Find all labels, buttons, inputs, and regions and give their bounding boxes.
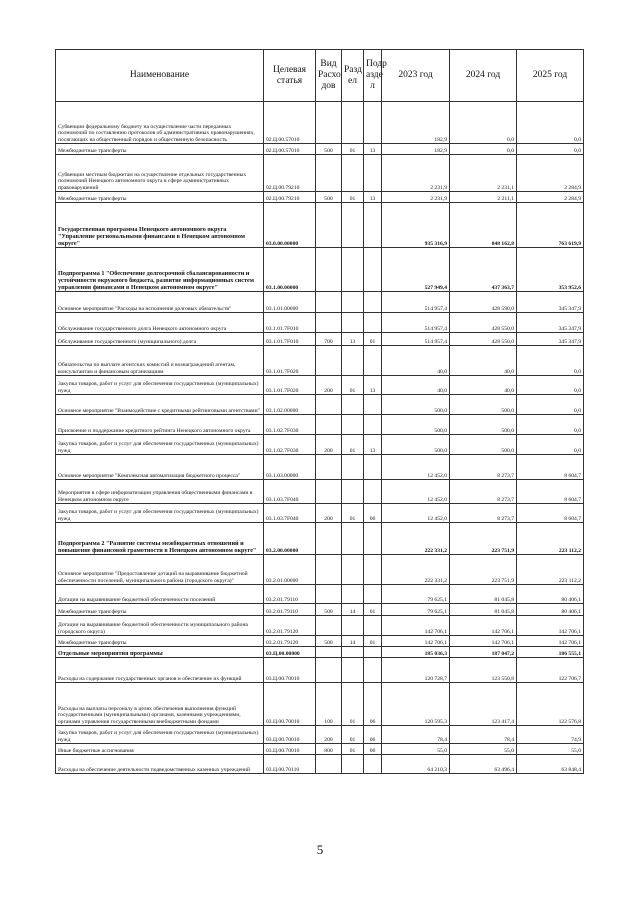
cell-target-code: 03.2.01.79120 <box>264 636 316 647</box>
cell-section: 01 <box>342 192 364 203</box>
cell-target-code: 03.Ц.00.70110 <box>264 755 316 774</box>
cell-exp-type <box>316 585 342 604</box>
cell-2023: 12 452,0 <box>382 504 450 523</box>
cell-2025: 223 112,2 <box>517 555 584 585</box>
cell-name: Обслуживание государственного долга Ненецкого автономного округа <box>56 313 264 333</box>
cell-subsection: 13 <box>364 435 382 455</box>
cell-target-code: 03.1.00.00000 <box>264 248 316 292</box>
cell-2023: 55,0 <box>382 744 450 755</box>
cell-2025: 63 848,4 <box>517 755 584 774</box>
cell-2023: 514 957,4 <box>382 313 450 333</box>
cell-exp-type: 500 <box>316 604 342 616</box>
cell-target-code: 03.2.01.79110 <box>264 604 316 616</box>
table-row <box>56 555 584 585</box>
cell-subsection <box>364 616 382 636</box>
cell-section <box>342 102 364 144</box>
cell-section <box>342 415 364 435</box>
cell-target-code: 03.Ц.00.70010 <box>264 658 316 683</box>
cell-2025: 8 604,7 <box>517 504 584 523</box>
cell-subsection <box>364 647 382 658</box>
cell-target-code: 03.1.02.7F030 <box>264 435 316 455</box>
cell-2025: 2 284,9 <box>517 192 584 203</box>
cell-2025: 80 406,1 <box>517 585 584 604</box>
cell-target-code: 03.2.01.79110 <box>264 585 316 604</box>
cell-2024: 0,0 <box>450 102 517 144</box>
cell-2025: 345 347,9 <box>517 313 584 333</box>
cell-2024: 81 045,8 <box>450 585 517 604</box>
cell-exp-type <box>316 480 342 504</box>
cell-2023: 182,9 <box>382 102 450 144</box>
cell-2024: 848 162,8 <box>450 203 517 248</box>
cell-2025: 142 706,1 <box>517 616 584 636</box>
cell-2025: 8 604,7 <box>517 455 584 480</box>
table-header-row <box>56 50 584 102</box>
cell-name: Подпрограмма 2 "Развитие системы межбюджетных отношений и повышение финансовой грамотности в Ненецком автономном округе" <box>56 523 264 555</box>
cell-target-code: 03.0.00.00000 <box>264 203 316 248</box>
cell-section <box>342 658 364 683</box>
cell-exp-type: 500 <box>316 636 342 647</box>
table-row <box>56 455 584 480</box>
cell-2023: 935 316,9 <box>382 203 450 248</box>
cell-name: Отдельные мероприятия программы <box>56 647 264 658</box>
cell-section: 01 <box>342 376 364 395</box>
cell-2025: 8 604,7 <box>517 480 584 504</box>
cell-name: Дотации на выравнивание бюджетной обеспеченности поселений <box>56 585 264 604</box>
table-row <box>56 658 584 683</box>
cell-target-code: 03.1.03.7F040 <box>264 480 316 504</box>
table-row <box>56 755 584 774</box>
cell-2023: 514 957,4 <box>382 333 450 346</box>
cell-section <box>342 585 364 604</box>
cell-section <box>342 523 364 555</box>
cell-2025: 142 706,1 <box>517 636 584 647</box>
cell-subsection <box>364 395 382 415</box>
table-row <box>56 585 584 604</box>
cell-target-code: 02.Ц.00.57010 <box>264 144 316 155</box>
cell-2025: 55,0 <box>517 744 584 755</box>
cell-2024: 428 550,0 <box>450 333 517 346</box>
cell-name: Межбюджетные трансферты <box>56 192 264 203</box>
header-name: Наименование <box>56 50 264 102</box>
cell-2024: 187 047,2 <box>450 647 517 658</box>
cell-target-code: 03.1.02.7F030 <box>264 415 316 435</box>
table-row <box>56 683 584 726</box>
cell-name: Закупка товаров, работ и услуг для обеспечения государственных (муниципальных) нужд <box>56 504 264 523</box>
cell-subsection <box>364 203 382 248</box>
cell-name: Расходы на содержание государственных органов и обеспечение их функций <box>56 658 264 683</box>
table-row <box>56 102 584 144</box>
table-row <box>56 616 584 636</box>
cell-exp-type <box>316 203 342 248</box>
table-body <box>56 102 584 774</box>
cell-name: Основное мероприятие "Расходы на исполнение долговых обязательств" <box>56 292 264 313</box>
cell-2024: 8 273,7 <box>450 504 517 523</box>
cell-2024: 428 590,0 <box>450 292 517 313</box>
table-row <box>56 203 584 248</box>
cell-name: Закупка товаров, работ и услуг для обеспечения государственных (муниципальных) нужд <box>56 726 264 744</box>
cell-subsection <box>364 346 382 376</box>
cell-2023: 2 231,9 <box>382 155 450 192</box>
cell-2024: 500,0 <box>450 395 517 415</box>
cell-subsection: 13 <box>364 192 382 203</box>
cell-subsection <box>364 555 382 585</box>
cell-section <box>342 647 364 658</box>
cell-target-code: 03.1.01.7F020 <box>264 376 316 395</box>
cell-target-code: 03.1.03.7F040 <box>264 504 316 523</box>
cell-2023: 182,9 <box>382 144 450 155</box>
cell-section <box>342 480 364 504</box>
cell-name: Расходы на обеспечение деятельности подведомственных казенных учреждений <box>56 755 264 774</box>
cell-exp-type: 700 <box>316 333 342 346</box>
cell-name: Субвенции местным бюджетам на осуществление отдельных государственных полномочий Ненецкого автономного округа в сфере административных правонарушений <box>56 155 264 192</box>
cell-2023: 78,4 <box>382 726 450 744</box>
cell-2023: 185 036,3 <box>382 647 450 658</box>
cell-subsection: 13 <box>364 144 382 155</box>
cell-2024: 40,0 <box>450 376 517 395</box>
cell-2025: 0,0 <box>517 415 584 435</box>
cell-subsection: 06 <box>364 504 382 523</box>
header-2025: 2025 год <box>517 50 584 102</box>
cell-section <box>342 616 364 636</box>
cell-2024: 428 550,0 <box>450 313 517 333</box>
cell-name: Межбюджетные трансферты <box>56 636 264 647</box>
cell-name: Межбюджетные трансферты <box>56 144 264 155</box>
table-row <box>56 415 584 435</box>
table-row <box>56 636 584 647</box>
cell-section <box>342 395 364 415</box>
cell-exp-type <box>316 755 342 774</box>
cell-2025: 0,0 <box>517 144 584 155</box>
cell-2023: 120 595,3 <box>382 683 450 726</box>
table-row <box>56 144 584 155</box>
cell-2023: 12 452,0 <box>382 455 450 480</box>
cell-2024: 8 273,7 <box>450 480 517 504</box>
page-number: 5 <box>316 842 324 857</box>
cell-2023: 142 706,1 <box>382 636 450 647</box>
cell-2023: 64 210,3 <box>382 755 450 774</box>
cell-2024: 142 706,1 <box>450 616 517 636</box>
table-row <box>56 647 584 658</box>
cell-target-code: 02.Ц.00.79210 <box>264 155 316 192</box>
cell-section: 01 <box>342 504 364 523</box>
cell-exp-type <box>316 555 342 585</box>
cell-section <box>342 555 364 585</box>
cell-target-code: 03.Ц.00.00000 <box>264 647 316 658</box>
cell-section <box>342 755 364 774</box>
cell-name: Присвоение и поддержание кредитного рейтинга Ненецкого автономного округа <box>56 415 264 435</box>
cell-2023: 12 452,0 <box>382 480 450 504</box>
cell-subsection <box>364 415 382 435</box>
cell-name: Основное мероприятие "Взаимодействие с кредитными рейтинговыми агентствами" <box>56 395 264 415</box>
cell-2023: 514 957,4 <box>382 292 450 313</box>
cell-subsection: 06 <box>364 744 382 755</box>
table-row <box>56 480 584 504</box>
cell-2025: 186 555,1 <box>517 647 584 658</box>
cell-subsection <box>364 523 382 555</box>
cell-2024: 223 751,9 <box>450 555 517 585</box>
cell-2025: 0,0 <box>517 102 584 144</box>
table-row <box>56 192 584 203</box>
cell-subsection <box>364 102 382 144</box>
header-target: Целевая статья <box>264 50 316 102</box>
table-row <box>56 744 584 755</box>
cell-2024: 142 706,1 <box>450 636 517 647</box>
cell-section <box>342 455 364 480</box>
cell-name: Расходы на выплаты персоналу в целях обеспечения выполнения функций государственными (муниципальными) органами, казенными учреждениями, органами управления государственными внебюджетными фондами <box>56 683 264 726</box>
cell-target-code: 03.1.01.7F020 <box>264 346 316 376</box>
cell-subsection <box>364 585 382 604</box>
cell-2023: 79 625,1 <box>382 585 450 604</box>
cell-exp-type: 200 <box>316 726 342 744</box>
cell-exp-type <box>316 647 342 658</box>
cell-2023: 527 949,4 <box>382 248 450 292</box>
cell-subsection <box>364 480 382 504</box>
cell-name: Мероприятия в сфере информатизации управления общественными финансами в Ненецком автономном округе <box>56 480 264 504</box>
table-row <box>56 155 584 192</box>
cell-subsection <box>364 313 382 333</box>
cell-section: 14 <box>342 636 364 647</box>
cell-2024: 63 496,4 <box>450 755 517 774</box>
cell-exp-type <box>316 523 342 555</box>
cell-exp-type <box>316 155 342 192</box>
cell-name: Субвенции федеральному бюджету на осуществление части переданных полномочий по составлению протоколов об административных правонарушениях, посягающих на общественный порядок и общественную безопасность <box>56 102 264 144</box>
table-row <box>56 395 584 415</box>
cell-2023: 2 231,9 <box>382 192 450 203</box>
cell-subsection: 13 <box>364 376 382 395</box>
table-row <box>56 504 584 523</box>
cell-2024: 123 550,8 <box>450 658 517 683</box>
cell-subsection <box>364 155 382 192</box>
cell-exp-type: 200 <box>316 504 342 523</box>
header-subsection: Подр азде л <box>364 50 382 102</box>
cell-exp-type: 200 <box>316 376 342 395</box>
cell-2024: 2 211,1 <box>450 192 517 203</box>
cell-2024: 78,4 <box>450 726 517 744</box>
cell-exp-type <box>316 313 342 333</box>
cell-section: 01 <box>342 144 364 155</box>
cell-2024: 123 417,4 <box>450 683 517 726</box>
cell-2024: 55,0 <box>450 744 517 755</box>
header-2024: 2024 год <box>450 50 517 102</box>
cell-section <box>342 292 364 313</box>
cell-2025: 345 347,9 <box>517 292 584 313</box>
cell-section: 13 <box>342 333 364 346</box>
cell-name: Закупка товаров, работ и услуг для обеспечения государственных (муниципальных) нужд <box>56 435 264 455</box>
cell-2024: 223 751,9 <box>450 523 517 555</box>
cell-2023: 500,0 <box>382 395 450 415</box>
cell-section: 14 <box>342 604 364 616</box>
cell-2025: 0,0 <box>517 435 584 455</box>
cell-2025: 0,0 <box>517 395 584 415</box>
table-row <box>56 333 584 346</box>
table-row <box>56 376 584 395</box>
cell-section <box>342 313 364 333</box>
cell-subsection <box>364 455 382 480</box>
cell-target-code: 03.1.03.00000 <box>264 455 316 480</box>
cell-name: Государственная программа Ненецкого автономного округа "Управление региональными финансами в Ненецком автономном округе" <box>56 203 264 248</box>
cell-2023: 500,0 <box>382 435 450 455</box>
cell-subsection: 01 <box>364 333 382 346</box>
cell-2024: 0,0 <box>450 144 517 155</box>
cell-name: Иные бюджетные ассигнования <box>56 744 264 755</box>
cell-name: Обслуживание государственного (муниципального) долга <box>56 333 264 346</box>
cell-2025: 122 576,8 <box>517 683 584 726</box>
cell-2025: 763 619,9 <box>517 203 584 248</box>
cell-2024: 500,0 <box>450 435 517 455</box>
cell-2024: 8 273,7 <box>450 455 517 480</box>
cell-subsection <box>364 755 382 774</box>
budget-table <box>55 49 584 774</box>
table-row <box>56 435 584 455</box>
cell-target-code: 03.Ц.00.70010 <box>264 744 316 755</box>
cell-exp-type <box>316 346 342 376</box>
cell-target-code: 03.2.00.00000 <box>264 523 316 555</box>
cell-section <box>342 203 364 248</box>
cell-exp-type <box>316 415 342 435</box>
cell-2024: 2 231,1 <box>450 155 517 192</box>
cell-2024: 500,0 <box>450 415 517 435</box>
cell-name: Подпрограмма 1 "Обеспечение долгосрочной сбалансированности и устойчивости окружного бюджета, развитие информационных систем управления финансами в Ненецком автономном округе" <box>56 248 264 292</box>
table-row <box>56 726 584 744</box>
cell-2023: 40,0 <box>382 346 450 376</box>
cell-section <box>342 346 364 376</box>
table-row <box>56 523 584 555</box>
cell-target-code: 03.Ц.00.70010 <box>264 726 316 744</box>
cell-target-code: 02.Ц.00.57010 <box>264 102 316 144</box>
cell-2024: 437 363,7 <box>450 248 517 292</box>
cell-target-code: 03.1.02.00000 <box>264 395 316 415</box>
table-row <box>56 604 584 616</box>
cell-subsection: 01 <box>364 604 382 616</box>
cell-name: Основное мероприятие "Предоставление дотаций на выравнивание бюджетной обеспеченности поселений, муниципального района (городского округа)" <box>56 555 264 585</box>
cell-2023: 500,0 <box>382 415 450 435</box>
cell-2025: 223 112,2 <box>517 523 584 555</box>
header-exp-type: Вид Расхо дов <box>316 50 342 102</box>
table-row <box>56 346 584 376</box>
cell-subsection: 06 <box>364 726 382 744</box>
cell-subsection <box>364 292 382 313</box>
cell-2025: 74,9 <box>517 726 584 744</box>
cell-section <box>342 248 364 292</box>
cell-exp-type <box>316 455 342 480</box>
cell-section <box>342 155 364 192</box>
header-2023: 2023 год <box>382 50 450 102</box>
cell-2025: 0,0 <box>517 346 584 376</box>
cell-2025: 80 406,1 <box>517 604 584 616</box>
cell-2023: 79 625,1 <box>382 604 450 616</box>
cell-exp-type: 200 <box>316 435 342 455</box>
table-row <box>56 248 584 292</box>
cell-2023: 142 706,1 <box>382 616 450 636</box>
cell-2024: 40,0 <box>450 346 517 376</box>
table-row <box>56 313 584 333</box>
cell-exp-type <box>316 102 342 144</box>
cell-exp-type: 100 <box>316 683 342 726</box>
cell-subsection <box>364 658 382 683</box>
cell-name: Основное мероприятие "Комплексная автоматизация бюджетного процесса" <box>56 455 264 480</box>
cell-name: Закупка товаров, работ и услуг для обеспечения государственных (муниципальных) нужд <box>56 376 264 395</box>
cell-target-code: 03.1.01.7F010 <box>264 333 316 346</box>
table-row <box>56 292 584 313</box>
cell-name: Дотации на выравнивание бюджетной обеспеченности муниципального района (городского округа) <box>56 616 264 636</box>
cell-name: Межбюджетные трансферты <box>56 604 264 616</box>
cell-section: 01 <box>342 683 364 726</box>
cell-section: 01 <box>342 435 364 455</box>
cell-exp-type <box>316 395 342 415</box>
cell-2023: 222 331,2 <box>382 555 450 585</box>
cell-exp-type <box>316 616 342 636</box>
cell-subsection <box>364 248 382 292</box>
cell-target-code: 03.1.01.00000 <box>264 292 316 313</box>
cell-exp-type <box>316 658 342 683</box>
cell-exp-type <box>316 248 342 292</box>
cell-target-code: 03.2.01.79120 <box>264 616 316 636</box>
cell-exp-type: 500 <box>316 144 342 155</box>
cell-exp-type <box>316 292 342 313</box>
cell-subsection: 06 <box>364 683 382 726</box>
cell-2025: 122 706,7 <box>517 658 584 683</box>
cell-target-code: 03.1.01.7F010 <box>264 313 316 333</box>
cell-section: 01 <box>342 744 364 755</box>
cell-2025: 353 952,6 <box>517 248 584 292</box>
cell-2023: 120 728,7 <box>382 658 450 683</box>
cell-name: Обязательства по выплате агентских комиссий и вознаграждений агентам, консультантам и финансовым организациям <box>56 346 264 376</box>
cell-2024: 81 045,8 <box>450 604 517 616</box>
cell-2023: 222 331,2 <box>382 523 450 555</box>
cell-target-code: 03.Ц.00.70010 <box>264 683 316 726</box>
cell-exp-type: 800 <box>316 744 342 755</box>
cell-section: 01 <box>342 726 364 744</box>
cell-target-code: 02.Ц.00.79210 <box>264 192 316 203</box>
header-section: Разд ел <box>342 50 364 102</box>
cell-2025: 0,0 <box>517 376 584 395</box>
cell-2025: 345 347,9 <box>517 333 584 346</box>
cell-exp-type: 500 <box>316 192 342 203</box>
cell-target-code: 03.2.01.00000 <box>264 555 316 585</box>
cell-subsection: 01 <box>364 636 382 647</box>
cell-2025: 2 284,9 <box>517 155 584 192</box>
cell-2023: 40,0 <box>382 376 450 395</box>
